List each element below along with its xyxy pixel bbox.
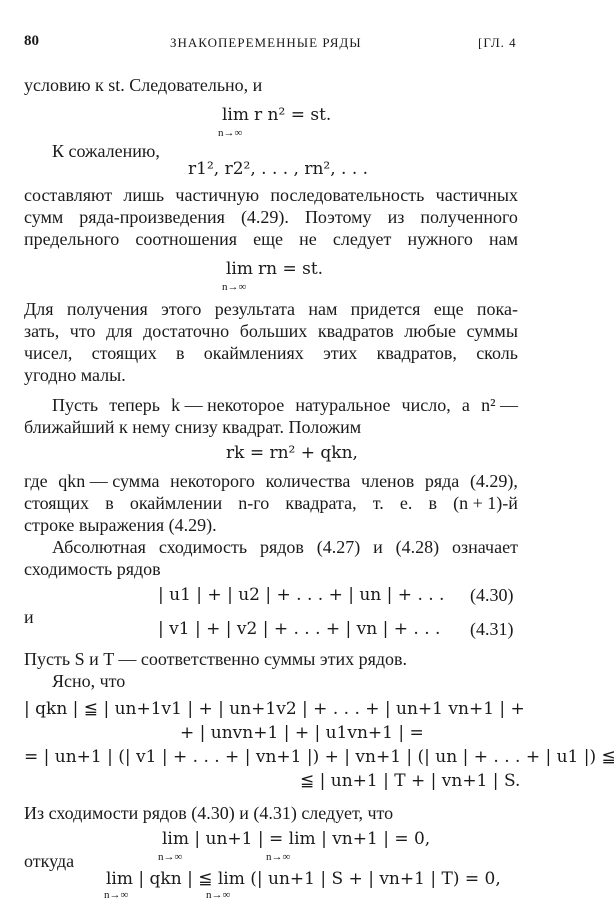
text-line: Ясно, что [52,671,126,691]
formula-subscript: n→∞ [206,889,231,901]
equation-number: (4.31) [470,619,514,639]
formula-series: | u1 | + | u2 | + . . . + | un | + . . . [158,585,445,605]
chapter-ref: [ГЛ. 4 [478,35,517,50]
formula-inequality: | qkn | ≦ | un+1v1 | + | un+1v2 | + . . . + | un+1 vn+1 | + [24,699,525,719]
text-line: Абсолютная сходимость рядов (4.27) и (4.28) означает [52,537,518,557]
formula-subscript: n→∞ [218,127,243,139]
formula-inequality: + | unvn+1 | + | u1vn+1 | = [180,723,424,743]
formula-inequality: ≦ | un+1 | T + | vn+1 | S. [300,771,521,791]
equation-number: (4.30) [470,585,514,605]
formula-expr: rn = st. [258,259,324,279]
formula-sequence: r1², r2², . . . , rn², . . . [188,159,369,179]
page-number: 80 [24,33,39,49]
text-line: стоящих в окаймлении n-го квадрата, т. е. в (n + 1)-й [24,493,518,513]
text-line: где qkn — сумма некоторого количества членов ряда (4.29), [24,471,518,491]
formula-expr: rk = rn² + qkn, [226,443,358,463]
text-line: ближайший к нему снизу квадрат. Положим [24,417,362,437]
text-line: и [24,607,34,627]
text-line: К сожалению, [52,141,160,161]
text-line: Пусть теперь k — некоторое натуральное число, а n² — [52,395,518,415]
formula-subscript: n→∞ [158,851,183,863]
text-line: чисел, стоящих в окаймлениях этих квадратов, сколь [24,343,518,363]
formula-limit: lim | un+1 | = lim | vn+1 | = 0, [162,829,431,849]
formula-subscript: n→∞ [222,281,247,293]
running-title: ЗНАКОПЕРЕМЕННЫЕ РЯДЫ [170,35,362,50]
formula-subscript: n→∞ [266,851,291,863]
formula-limit: lim | qkn | ≦ lim (| un+1 | S + | vn+1 | T) = 0, [106,869,501,889]
text-line: Из сходимости рядов (4.30) и (4.31) следует, что [24,803,394,823]
formula-lim: lim [222,105,249,125]
formula-inequality: = | un+1 | (| v1 | + . . . + | vn+1 |) + | vn+1 | (| un | + . . . + | u1 |) ≦ [24,747,616,767]
text-line: откуда [24,851,75,871]
text-line: зать, что для достаточно больших квадратов любые суммы [24,321,518,341]
text-line: Пусть S и T — соответственно суммы этих рядов. [24,649,408,669]
text-line: условию к st. Следовательно, и [24,75,263,95]
formula-series: | v1 | + | v2 | + . . . + | vn | + . . . [158,619,441,639]
formula-expr: r n² = st. [254,105,332,125]
text-line: сходимость рядов [24,559,161,579]
text-line: сумм ряда-произведения (4.29). Поэтому из полученного [24,207,518,227]
text-line: Для получения этого результата нам придется еще пока- [24,299,518,319]
formula-subscript: n→∞ [104,889,129,901]
formula-lim: lim [226,259,253,279]
text-line: предельного соотношения еще не следует нужного нам [24,229,518,249]
text-line: строке выражения (4.29). [24,515,217,535]
text-line: угодно малы. [24,365,126,385]
text-line: составляют лишь частичную последовательность частичных [24,185,518,205]
